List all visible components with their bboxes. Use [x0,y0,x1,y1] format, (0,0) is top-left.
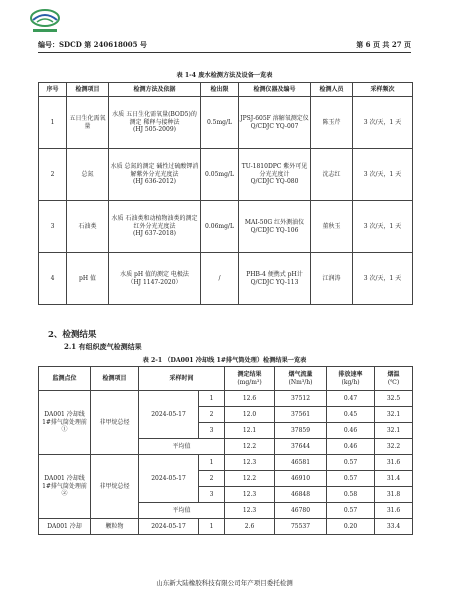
cell-flow: 37859 [275,423,327,439]
cell-limit: / [201,253,239,305]
cell-instrument: JPSJ-605F 溶解氧测定仪 Q/CDJC YQ-007 [239,97,311,149]
subsection-title: 2.1 有组织废气检测结果 [64,342,142,351]
page-header [38,40,411,50]
cell-avg-rate: 0.46 [327,439,375,455]
cell-method: 水质 pH 值的测定 电极法 （HJ 1147-2020） [109,253,201,305]
cell-conc: 12.1 [225,423,275,439]
cell-avg-conc: 12.2 [225,439,275,455]
cell-method: 水质 五日生化需氧量(BOD5)的测定 稀释与接种法 (HJ 505-2009) [109,97,201,149]
cell-item: 五日生化需氧量 [67,97,109,149]
cell-rate: 0.57 [327,455,375,471]
cell-item: pH 值 [67,253,109,305]
th2-item: 检测项目 [91,367,139,391]
cell-rate: 0.45 [327,407,375,423]
cell-flow: 46581 [275,455,327,471]
th-limit: 检出限 [201,83,239,97]
cell-date: 2024-05-17 [139,519,199,535]
cell-instrument: PHB-4 便携式 pH计 Q/CDJC YQ-113 [239,253,311,305]
th2-flow: 烟气流量 (Nm³/h) [275,367,327,391]
cell-limit: 0.5mg/L [201,97,239,149]
cell-no: 3 [39,201,67,253]
cell-conc: 12.3 [225,487,275,503]
cell-item: 总氮 [67,149,109,201]
th2-temp: 烟温 (℃) [375,367,413,391]
cell-rate: 0.46 [327,423,375,439]
cell-flow: 46848 [275,487,327,503]
cell-item: 石油类 [67,201,109,253]
cell-temp: 31.6 [375,455,413,471]
cell-flow: 37561 [275,407,327,423]
cell-item: 颗粒物 [91,519,139,535]
table2-header-row [39,367,413,391]
cell-item: 非甲烷总烃 [91,455,139,519]
cell-temp: 32.1 [375,407,413,423]
cell-n: 1 [199,455,225,471]
th-no: 序号 [39,83,67,97]
cell-temp: 33.4 [375,519,413,535]
cell-avg-label: 平均值 [139,503,225,519]
cell-n: 3 [199,487,225,503]
cell-instrument: TU-1810DPC 紫外可见分光光度计 Q/CDJC YQ-080 [239,149,311,201]
cell-flow: 37512 [275,391,327,407]
section-title: 2、检测结果 [48,330,97,340]
cell-conc: 12.3 [225,455,275,471]
cell-temp: 32.5 [375,391,413,407]
header-divider [38,52,411,53]
cell-method: 水质 石油类和动植物油类的测定 红外分光光度法 (HJ 637-2018) [109,201,201,253]
cell-limit: 0.05mg/L [201,149,239,201]
cell-temp: 32.1 [375,423,413,439]
cell-avg-conc: 12.3 [225,503,275,519]
cell-point: DA001 冷却线 1#排气筒处理前① [39,391,91,455]
cell-avg-flow: 46780 [275,503,327,519]
cell-item: 非甲烷总烃 [91,391,139,455]
table-row [39,391,413,407]
cell-rate: 0.58 [327,487,375,503]
cell-person: 江润涛 [311,253,353,305]
th-item: 检测项目 [67,83,109,97]
exhaust-result-table [38,366,413,535]
cell-person: 陈玉芹 [311,97,353,149]
th-instrument: 检测仪器及编号 [239,83,311,97]
cell-avg-temp: 32.2 [375,439,413,455]
table1-caption: 表 1-4 废水检测方法及设备一览表 [176,72,273,79]
cell-point: DA001 冷却线 1#排气筒处理前② [39,455,91,519]
th-method: 检测方法及依据 [109,83,201,97]
cell-point: DA001 冷却 [39,519,91,535]
cell-conc: 12.6 [225,391,275,407]
cell-person: 沈志红 [311,149,353,201]
cell-avg-rate: 0.57 [327,503,375,519]
cell-no: 1 [39,97,67,149]
cell-date: 2024-05-17 [139,391,199,439]
cell-rate: 0.57 [327,471,375,487]
cell-conc: 12.0 [225,407,275,423]
cell-conc: 12.2 [225,471,275,487]
th-person: 检测人员 [311,83,353,97]
page-number: 第 6 页 共 27 页 [356,40,411,49]
cell-rate: 0.47 [327,391,375,407]
cell-n: 2 [199,407,225,423]
cell-n: 2 [199,471,225,487]
cell-instrument: MAI-50G 红外测油仪 Q/CDJC YQ-106 [239,201,311,253]
table-row [39,253,413,305]
table2-caption: 表 2-1 （DA001 冷却线 1#排气筒处理）检测结果一览表 [142,357,307,364]
page-footer: 山东新大陆橡胶科技有限公司年产项目委托检测 [156,579,293,587]
cell-avg-label: 平均值 [139,439,225,455]
cell-flow: 46910 [275,471,327,487]
cell-freq: 3 次/天，1 天 [353,201,413,253]
table-row [39,201,413,253]
cell-freq: 3 次/天，1 天 [353,97,413,149]
table-row [39,149,413,201]
cell-n: 3 [199,423,225,439]
cell-limit: 0.06mg/L [201,201,239,253]
cell-conc: 2.6 [225,519,275,535]
cell-no: 2 [39,149,67,201]
th2-point: 监测点位 [39,367,91,391]
report-number: 编号：SDCD 第 240618005 号 [38,40,147,49]
cell-avg-flow: 37644 [275,439,327,455]
cell-temp: 31.4 [375,471,413,487]
cell-person: 董秋玉 [311,201,353,253]
cell-method: 水质 总氮的测定 碱性过硫酸钾消解紫外分光光度法 (HJ 636-2012) [109,149,201,201]
th2-time: 采样时间 [139,367,225,391]
cell-freq: 3 次/天，1 天 [353,149,413,201]
cell-no: 4 [39,253,67,305]
cell-n: 1 [199,519,225,535]
th-freq: 采样频次 [353,83,413,97]
th2-conc: 测定结果 (mg/m³) [225,367,275,391]
table-row [39,455,413,471]
company-logo [27,8,63,36]
wastewater-method-table [38,82,413,305]
cell-flow: 75537 [275,519,327,535]
table1-header-row [39,83,413,97]
cell-n: 1 [199,391,225,407]
table-row [39,519,413,535]
table-row [39,97,413,149]
cell-freq: 3 次/天，1 天 [353,253,413,305]
cell-temp: 31.8 [375,487,413,503]
cell-avg-temp: 31.6 [375,503,413,519]
cell-rate: 0.20 [327,519,375,535]
th2-rate: 排放速率 (kg/h) [327,367,375,391]
cell-date: 2024-05-17 [139,455,199,503]
